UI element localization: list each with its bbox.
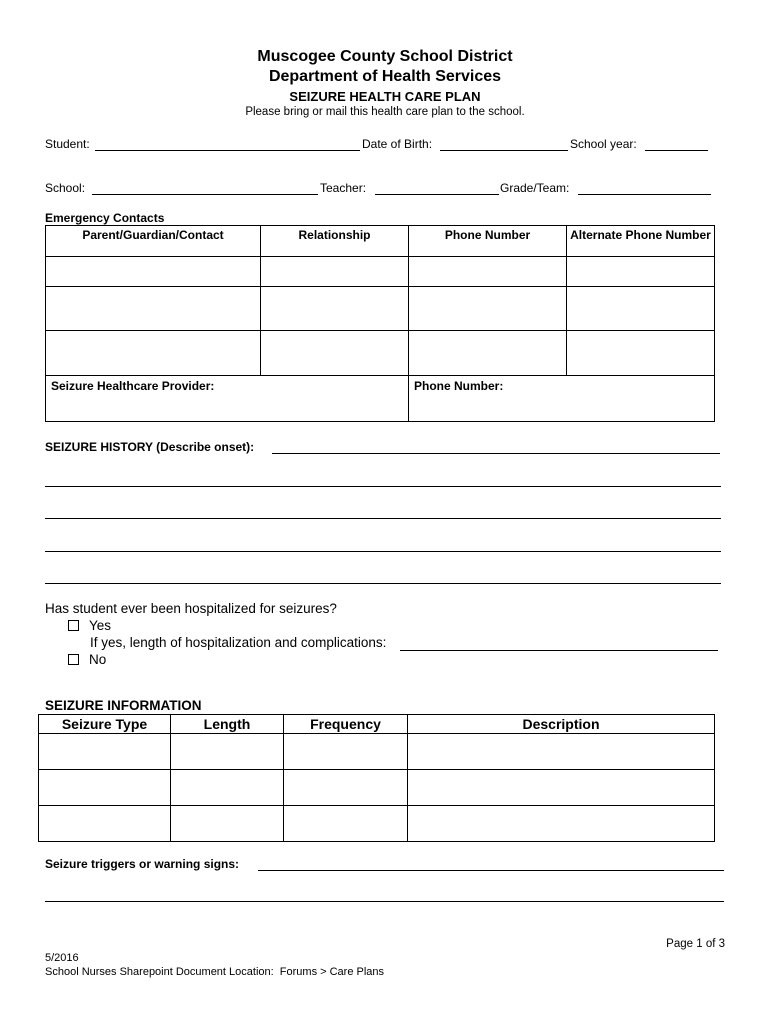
form-instruction: Please bring or mail this health care plan to the school. (245, 106, 525, 118)
seizure-cell[interactable] (171, 806, 284, 842)
col-alternate-phone: Alternate Phone Number (567, 226, 715, 257)
hospitalization-details-label: If yes, length of hospitalization and complications: (90, 635, 387, 650)
contacts-header-row (46, 226, 715, 257)
org-name: Muscogee County School District (257, 48, 513, 65)
triggers-line[interactable] (258, 870, 724, 871)
col-seizure-type: Seizure Type (39, 715, 171, 734)
contact-cell[interactable] (409, 331, 567, 376)
grade-label: Grade/Team: (500, 181, 573, 195)
hospitalization-details-field[interactable] (400, 650, 718, 651)
provider-label: Seizure Healthcare Provider: (51, 379, 215, 393)
seizure-cell[interactable] (408, 806, 715, 842)
provider-phone-label: Phone Number: (414, 379, 504, 393)
seizure-cell[interactable] (39, 734, 171, 770)
contact-cell[interactable] (567, 287, 715, 331)
contact-cell[interactable] (409, 257, 567, 287)
col-description: Description (408, 715, 715, 734)
yes-checkbox[interactable] (68, 620, 79, 631)
seizure-cell[interactable] (39, 770, 171, 806)
contact-cell[interactable] (261, 257, 409, 287)
contact-cell[interactable] (46, 287, 261, 331)
revision-date: 5/2016 (45, 952, 79, 964)
seizure-cell[interactable] (284, 770, 408, 806)
col-parent-guardian: Parent/Guardian/Contact (46, 226, 261, 257)
no-checkbox[interactable] (68, 654, 79, 665)
seizure-history-line[interactable] (45, 551, 721, 552)
table-row (39, 806, 715, 842)
contact-cell[interactable] (567, 331, 715, 376)
seizure-history-line[interactable] (272, 453, 720, 454)
school-year-field[interactable] (645, 150, 708, 151)
grade-field[interactable] (578, 194, 711, 195)
dob-field[interactable] (440, 150, 568, 151)
seizure-information-table (38, 714, 715, 842)
dob-label: Date of Birth: (362, 137, 436, 151)
provider-cell[interactable] (46, 376, 409, 422)
student-field[interactable] (95, 150, 360, 151)
yes-label: Yes (89, 618, 112, 633)
emergency-contacts-table (45, 225, 715, 422)
table-row (39, 770, 715, 806)
teacher-label: Teacher: (320, 181, 370, 195)
provider-phone-cell[interactable] (409, 376, 715, 422)
seizure-history-line[interactable] (45, 486, 721, 487)
triggers-line[interactable] (45, 901, 724, 902)
no-label: No (89, 652, 107, 667)
table-row (39, 734, 715, 770)
seizure-history-line[interactable] (45, 583, 721, 584)
provider-row (46, 376, 715, 422)
seizure-cell[interactable] (171, 734, 284, 770)
no-option[interactable] (68, 652, 106, 667)
contact-cell[interactable] (567, 257, 715, 287)
seizure-history-label: SEIZURE HISTORY (Describe onset): (45, 440, 255, 454)
col-length: Length (171, 715, 284, 734)
yes-option[interactable] (68, 618, 111, 633)
table-row (46, 287, 715, 331)
document-location: School Nurses Sharepoint Document Location: Forums > Care Plans (45, 966, 385, 978)
seizure-cell[interactable] (408, 770, 715, 806)
seizure-cell[interactable] (171, 770, 284, 806)
col-relationship: Relationship (261, 226, 409, 257)
school-field[interactable] (92, 194, 318, 195)
school-label: School: (45, 181, 89, 195)
form-title: SEIZURE HEALTH CARE PLAN (289, 89, 481, 104)
contact-cell[interactable] (261, 331, 409, 376)
student-label: Student: (45, 137, 94, 151)
seizure-cell[interactable] (284, 806, 408, 842)
contact-cell[interactable] (409, 287, 567, 331)
seizure-cell[interactable] (408, 734, 715, 770)
col-phone-number: Phone Number (409, 226, 567, 257)
contact-cell[interactable] (46, 331, 261, 376)
col-frequency: Frequency (284, 715, 408, 734)
triggers-label: Seizure triggers or warning signs: (45, 857, 240, 871)
teacher-field[interactable] (375, 194, 499, 195)
emergency-contacts-heading: Emergency Contacts (45, 211, 165, 225)
department-name: Department of Health Services (268, 68, 502, 85)
seizure-cell[interactable] (284, 734, 408, 770)
contact-cell[interactable] (46, 257, 261, 287)
page-number: Page 1 of 3 (666, 938, 725, 950)
seizure-cell[interactable] (39, 806, 171, 842)
seizure-history-line[interactable] (45, 518, 721, 519)
school-year-label: School year: (570, 137, 641, 151)
seizure-header-row (39, 715, 715, 734)
contact-cell[interactable] (261, 287, 409, 331)
seizure-information-heading: SEIZURE INFORMATION (45, 698, 202, 713)
table-row (46, 257, 715, 287)
hospitalized-question: Has student ever been hospitalized for seizures? (45, 601, 337, 616)
table-row (46, 331, 715, 376)
